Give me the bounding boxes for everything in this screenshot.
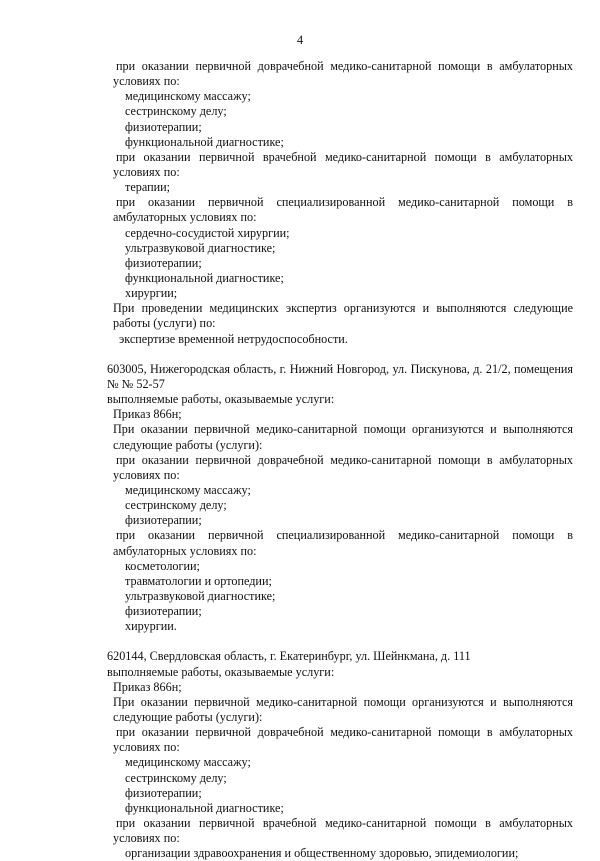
text-line: При оказании первичной медико-санитарной помощи организуются и выполняются	[113, 422, 573, 437]
text-line: выполняемые работы, оказываемые услуги:	[107, 392, 335, 407]
text-line: физиотерапии;	[125, 513, 202, 528]
text-line: работы (услуги) по:	[113, 316, 216, 331]
text-line: сестринскому делу;	[125, 770, 227, 785]
text-line: Приказ 866н;	[113, 407, 182, 422]
text-line: № № 52-57	[107, 376, 165, 391]
text-line: при оказании первичной специализированной медико-санитарной помощи в	[116, 195, 573, 210]
text-line: При проведении медицинских экспертиз организуются и выполняются следующие	[113, 301, 573, 316]
text-line: Приказ 866н;	[113, 679, 182, 694]
text-line: При оказании первичной медико-санитарной помощи организуются и выполняются	[113, 694, 573, 709]
text-line: функциональной диагностике;	[125, 270, 284, 285]
text-line: хирургии.	[125, 619, 177, 634]
text-line: условиях по:	[113, 831, 180, 846]
text-line: хирургии;	[125, 286, 178, 301]
text-line: при оказании первичной врачебной медико-санитарной помощи в амбулаторных	[116, 149, 573, 164]
text-line: при оказании первичной специализированной медико-санитарной помощи в	[116, 528, 573, 543]
text-line: физиотерапии;	[125, 119, 202, 134]
text-line: функциональной диагностике;	[125, 134, 284, 149]
text-line: физиотерапии;	[125, 604, 202, 619]
text-line: ультразвуковой диагностике;	[125, 240, 276, 255]
text-line: функциональной диагностике;	[125, 800, 284, 815]
text-line: следующие работы (услуги):	[113, 437, 263, 452]
text-line: сестринскому делу;	[125, 498, 227, 513]
text-line: косметологии;	[125, 558, 200, 573]
text-line: медицинскому массажу;	[125, 482, 251, 497]
text-line: условиях по:	[113, 164, 180, 179]
text-line: медицинскому массажу;	[125, 89, 251, 104]
text-line: при оказании первичной доврачебной медико-санитарной помощи в амбулаторных	[116, 725, 573, 740]
text-line: организации здравоохранения и общественному здоровью, эпидемиологии;	[125, 846, 519, 861]
text-line: условиях по:	[113, 74, 180, 89]
text-line: при оказании первичной врачебной медико-санитарной помощи в амбулаторных	[116, 816, 573, 831]
text-line: экспертизе временной нетрудоспособности.	[119, 331, 348, 346]
text-line: условиях по:	[113, 467, 180, 482]
text-line: медицинскому массажу;	[125, 755, 251, 770]
text-line: 603005, Нижегородская область, г. Нижний Новгород, ул. Пискунова, д. 21/2, помещения	[107, 361, 573, 376]
address-section	[107, 362, 573, 635]
section-spacer	[107, 634, 573, 649]
text-line: выполняемые работы, оказываемые услуги:	[107, 664, 335, 679]
text-line: амбулаторных условиях по:	[113, 543, 257, 558]
text-line: сердечно-сосудистой хирургии;	[125, 225, 290, 240]
text-line: терапии;	[125, 180, 171, 195]
text-line: условиях по:	[113, 740, 180, 755]
text-line: травматологии и ортопедии;	[125, 573, 272, 588]
text-line: физиотерапии;	[125, 255, 202, 270]
text-line: сестринскому делу;	[125, 104, 227, 119]
text-line: амбулаторных условиях по:	[113, 210, 257, 225]
document-body	[107, 59, 573, 861]
page-number: 4	[296, 33, 304, 47]
text-line: при оказании первичной доврачебной медико-санитарной помощи в амбулаторных	[116, 59, 573, 73]
text-line: 620144, Свердловская область, г. Екатеринбург, ул. Шейнкмана, д. 111	[107, 649, 471, 664]
section-spacer	[107, 347, 573, 362]
text-line: ультразвуковой диагностике;	[125, 588, 276, 603]
text-line: следующие работы (услуги):	[113, 710, 263, 725]
address-section	[107, 649, 573, 861]
text-line: при оказании первичной доврачебной медико-санитарной помощи в амбулаторных	[116, 452, 573, 467]
continued-section	[107, 59, 573, 347]
text-line: физиотерапии;	[125, 785, 202, 800]
